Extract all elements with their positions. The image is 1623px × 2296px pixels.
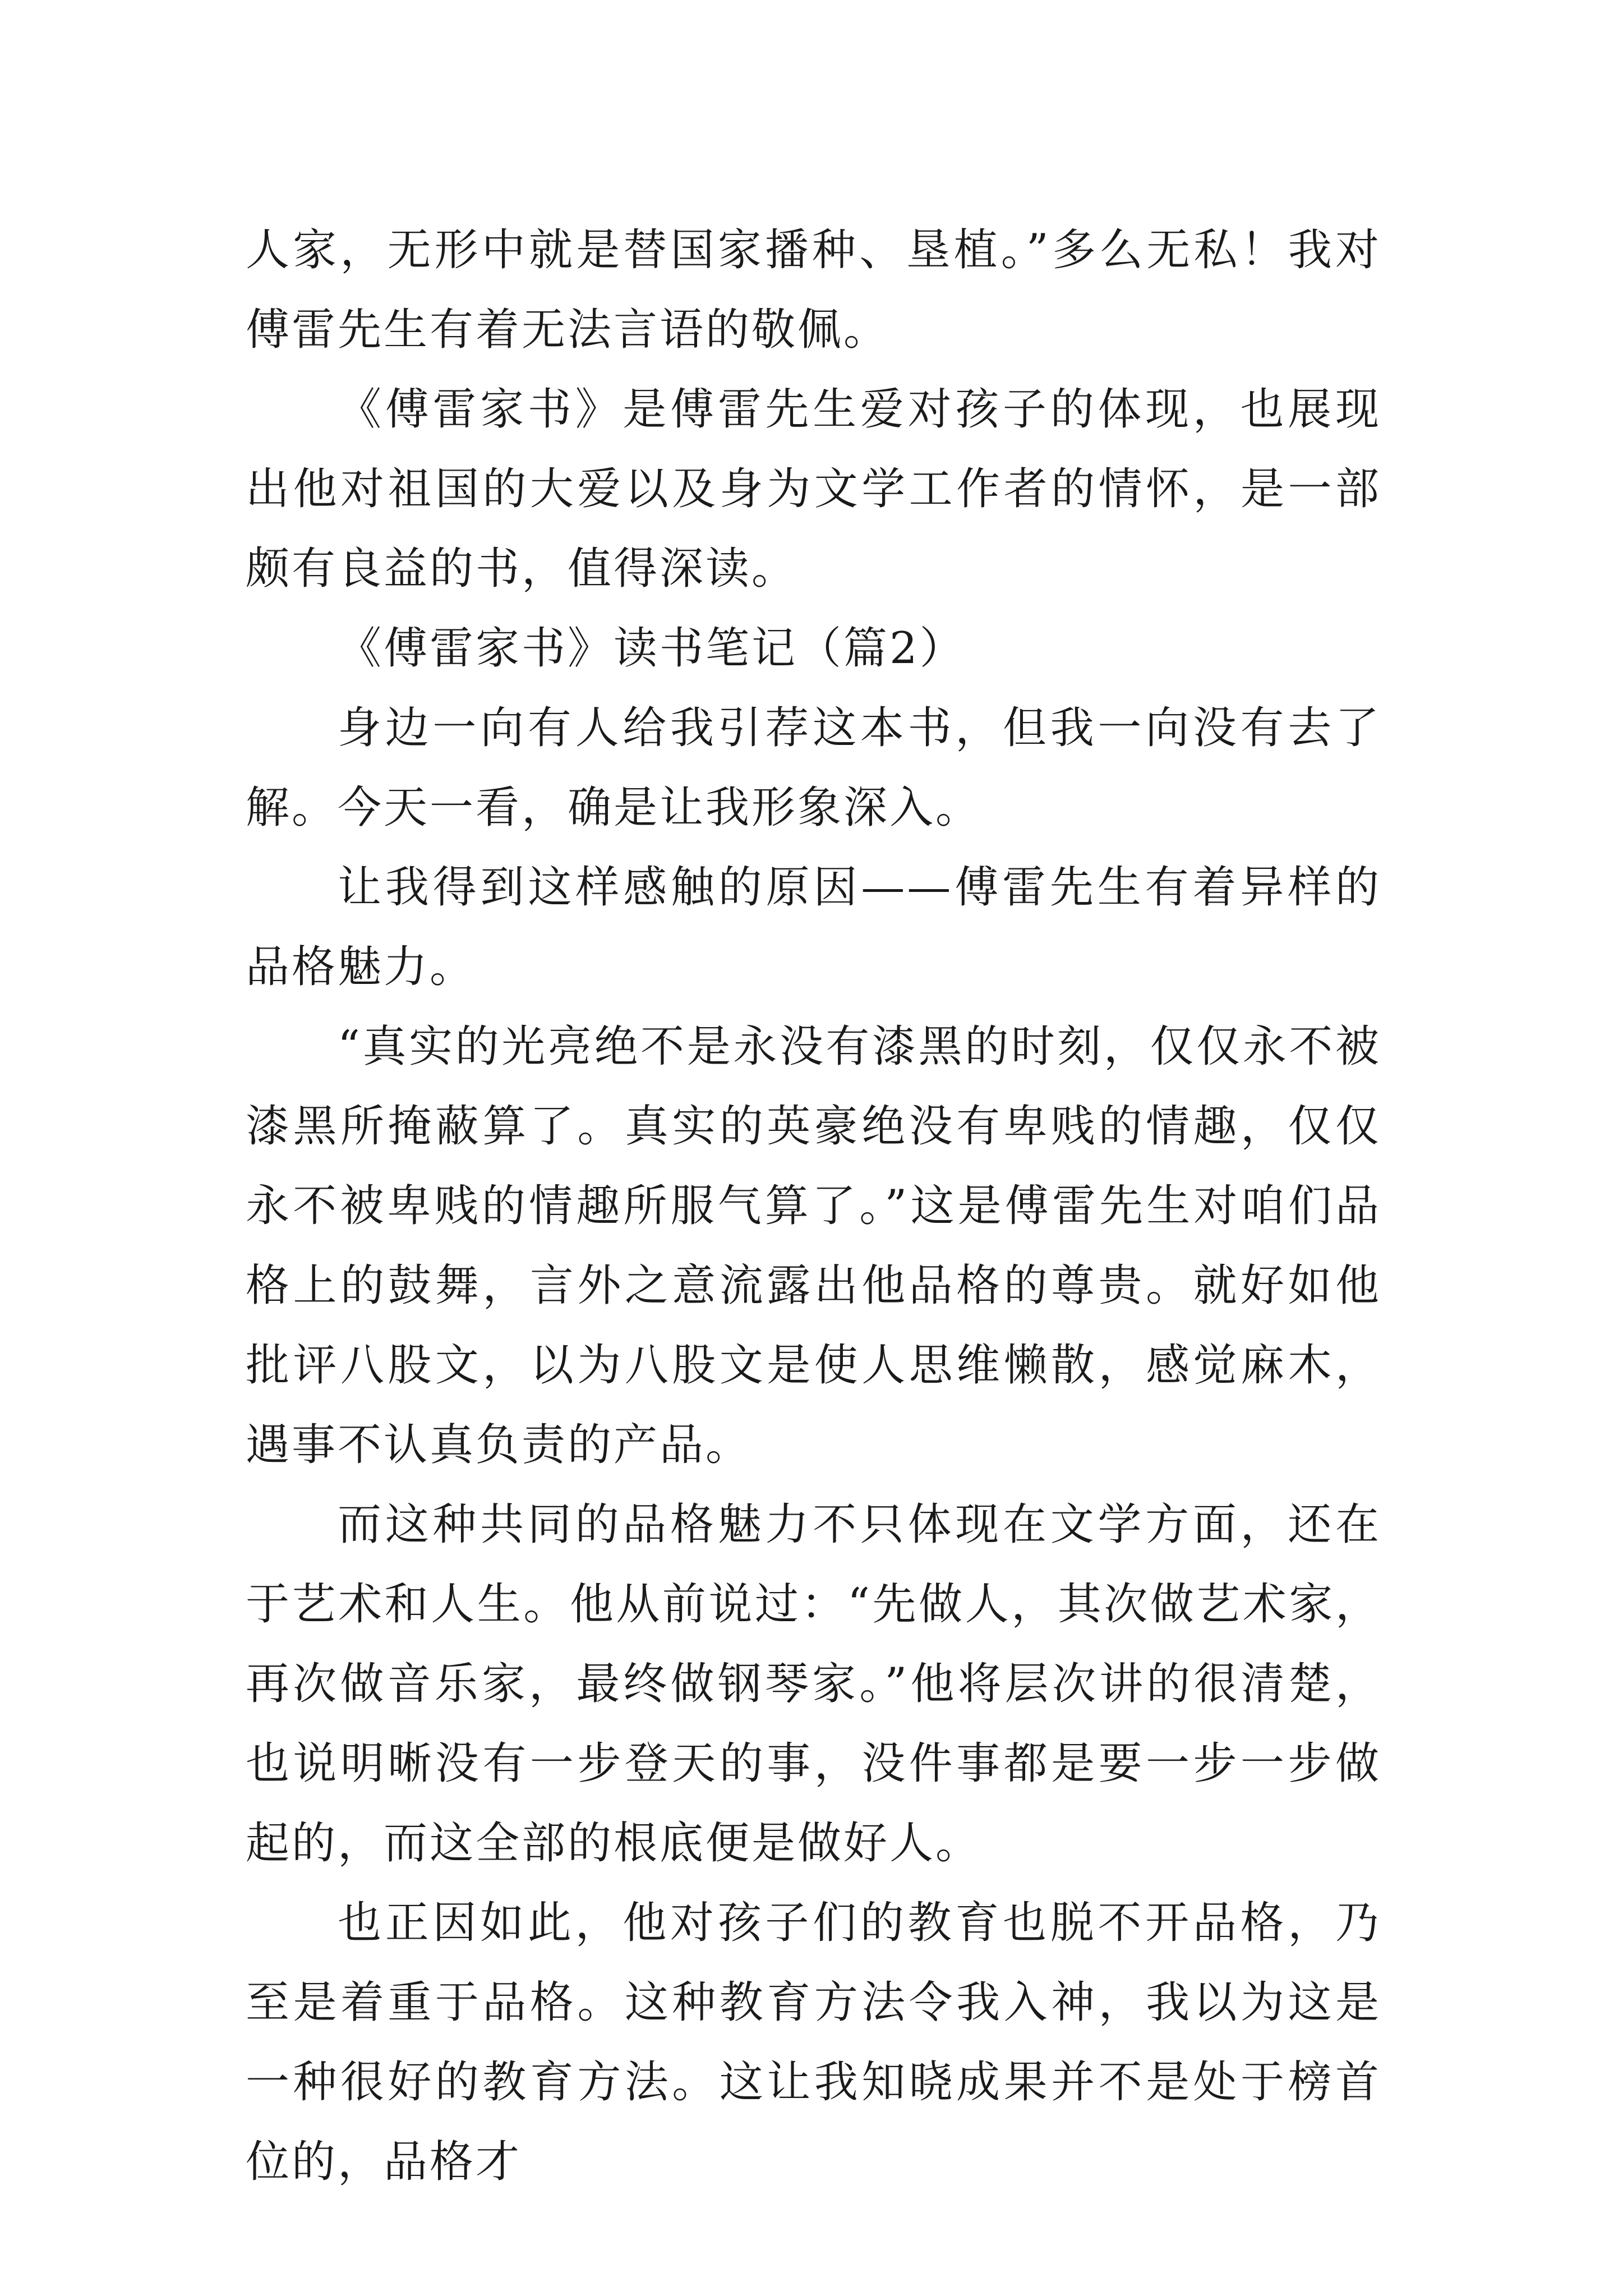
- paragraph-7: 也正因如此，他对孩子们的教育也脱不开品格，乃至是着重于品格。这种教育方法令我入神，我以为这是一种很好的教育方法。这让我知晓成果并不是处于榜首位的，品格才: [246, 1898, 1381, 2187]
- paragraph-1: 人家，无形中就是替国家播种、垦植。”多么无私！我对傅雷先生有着无法言语的敬佩。: [246, 225, 1381, 355]
- paragraph-4: 让我得到这样感触的原因——傅雷先生有着异样的品格魅力。: [246, 862, 1381, 992]
- document-body: [246, 210, 1381, 2202]
- paragraph-6: 而这种共同的品格魅力不只体现在文学方面，还在于艺术和人生。他从前说过：“先做人，其次做艺术家，再次做音乐家，最终做钢琴家。”他将层次讲的很清楚，也说明晰没有一步登天的事，没件事都是要一步一步做起的，而这全部的根底便是做好人。: [246, 1499, 1381, 1869]
- paragraph-2: 《傅雷家书》是傅雷先生爱对孩子的体现，也展现出他对祖国的大爱以及身为文学工作者的情怀，是一部颇有良益的书，值得深读。: [246, 384, 1381, 594]
- section-heading: 《傅雷家书》读书笔记（篇2）: [338, 623, 966, 674]
- paragraph-3: 身边一向有人给我引荐这本书，但我一向没有去了解。今天一看，确是让我形象深入。: [246, 703, 1381, 833]
- paragraph-5: “真实的光亮绝不是永没有漆黑的时刻，仅仅永不被漆黑所掩蔽算了。真实的英豪绝没有卑贱的情趣，仅仅永不被卑贱的情趣所服气算了。”这是傅雷先生对咱们品格上的鼓舞，言外之意流露出他品格的尊贵。就好如他批评八股文，以为八股文是使人思维懒散，感觉麻木，遇事不认真负责的产品。: [246, 1022, 1381, 1470]
